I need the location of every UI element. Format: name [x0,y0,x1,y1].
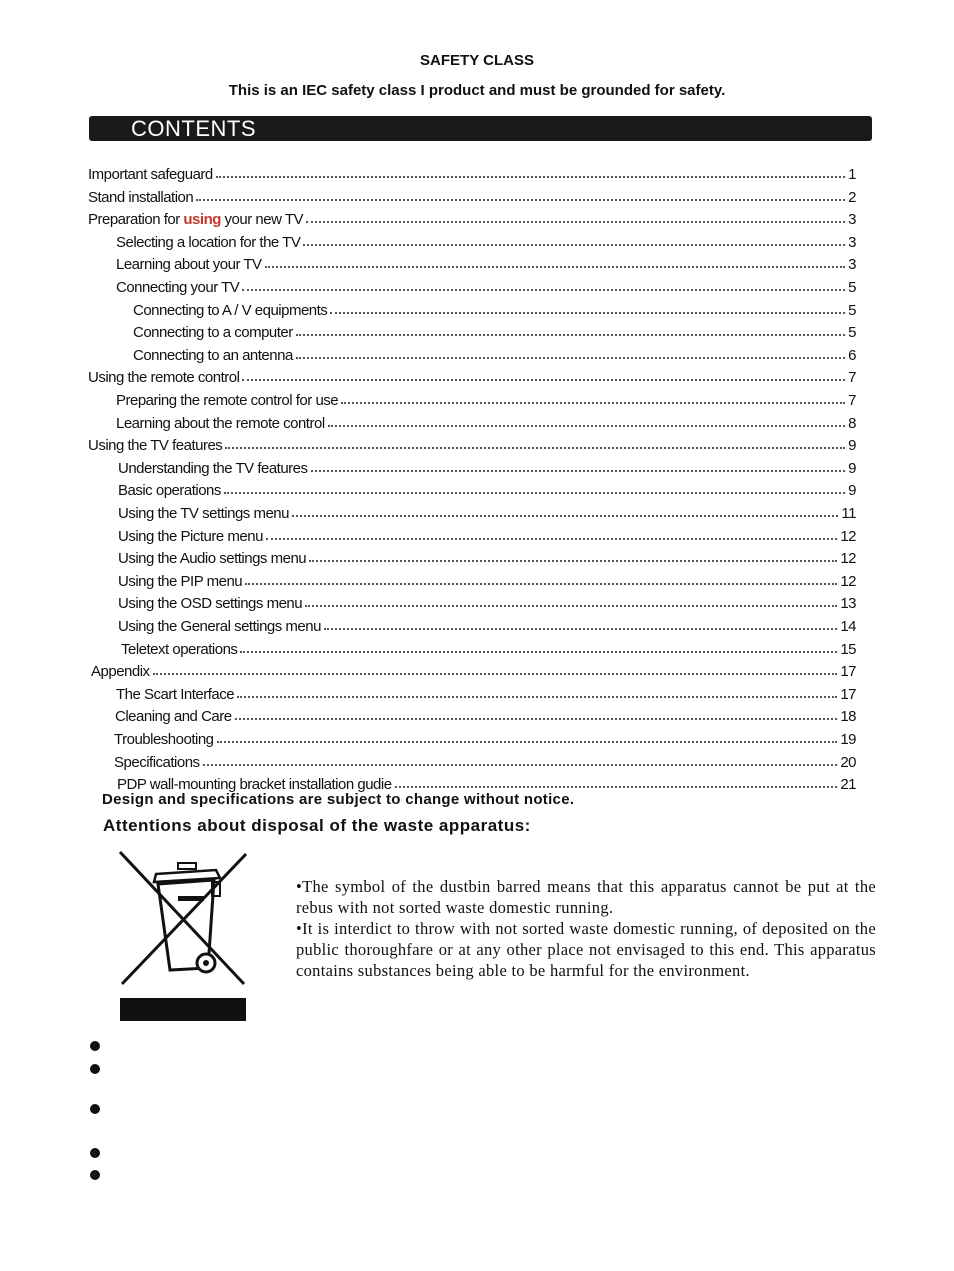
toc-entry-page: 9 [848,482,856,500]
toc-leader-dots [303,244,845,246]
toc-leader-dots [341,402,845,404]
toc-entry-page: 12 [840,550,856,568]
toc-entry-label: Appendix [91,663,150,681]
toc-entry [118,613,856,635]
toc-leader-dots [305,605,837,607]
toc-entry-label: Stand installation [88,188,194,206]
toc-entry-label: Using the remote control [88,369,240,387]
toc-entry-page: 9 [848,437,856,455]
toc-entry [91,658,856,680]
toc-entry-page: 13 [840,595,856,613]
toc-entry [114,726,856,748]
toc-entry-page: 7 [848,369,856,387]
waste-paragraph-2: •It is interdict to throw with not sorted waste domestic running, of deposited on the public thoroughfare or at any other place not envisaged to this end. This apparatus contains substances being able to be harmful for the environment. [296,919,876,980]
toc-entry-label: The Scart Interface [116,685,235,703]
toc-leader-dots [242,289,845,291]
toc-leader-dots [237,696,837,698]
bullet-icon [90,1064,100,1074]
toc-entry [133,342,856,364]
toc-entry [118,477,856,499]
toc-entry [88,161,856,183]
toc-leader-dots [216,176,845,178]
change-notice: Design and specifications are subject to change without notice. [102,791,575,808]
toc-entry [115,703,856,725]
bullet-icon [90,1148,100,1158]
bin-bar [120,998,246,1021]
toc-entry-label: Basic operations [118,482,221,500]
toc-leader-dots [306,221,845,223]
bullet-icon [90,1170,100,1180]
toc-entry-label: Preparing the remote control for use [116,392,339,409]
toc-entry [118,455,856,477]
toc-entry-page: 11 [841,505,856,522]
toc-entry-label: Preparation for using your new TV [88,211,303,229]
safety-title: SAFETY CLASS [420,52,534,69]
toc-entry-page: 17 [840,685,856,703]
toc-entry-label: PDP wall-mounting bracket installation gudie [117,776,392,794]
toc-entry-label: Understanding the TV features [118,459,308,477]
toc-leader-dots [235,718,838,720]
toc-entry [116,251,856,273]
toc-leader-dots [324,628,837,630]
waste-paragraph-1: •The symbol of the dustbin barred means that this apparatus cannot be put at the rebus with not sorted waste domestic running. [296,877,876,917]
toc-entry [118,590,856,612]
toc-entry-page: 8 [848,414,856,432]
toc-entry-label: Teletext operations [121,640,238,658]
safety-text: This is an IEC safety class I product and must be grounded for safety. [228,82,726,99]
contents-heading: CONTENTS [131,116,256,141]
toc-leader-dots [153,673,838,675]
toc-entry-page: 3 [848,211,856,229]
toc-entry-label: Using the TV features [88,437,223,455]
toc-entry-page: 21 [840,776,856,794]
toc-entry [116,681,856,703]
toc-entry [88,432,856,454]
toc-leader-dots [296,334,845,336]
toc-leader-dots [225,447,845,449]
bullet-icon [90,1104,100,1114]
toc-entry-page: 14 [840,618,856,635]
toc-leader-dots [203,764,838,766]
toc-entry-page: 6 [848,346,856,364]
toc-entry-page: 19 [840,731,856,748]
toc-leader-dots [224,492,845,494]
contents-header-bar [89,116,872,141]
toc-entry [118,568,856,590]
toc-entry-label: Troubleshooting [114,731,214,748]
toc-entry [116,387,856,409]
toc-entry-page: 17 [840,663,856,681]
toc-entry-page: 3 [848,256,856,274]
bullet-icon [90,1041,100,1051]
toc-entry-label: Using the Picture menu [118,527,263,545]
toc-entry-label: Learning about your TV [116,256,262,274]
toc-entry [117,771,856,793]
toc-entry-label: Using the General settings menu [118,618,321,635]
toc-leader-dots [240,651,837,653]
toc-leader-dots [266,538,837,540]
toc-leader-dots [311,470,846,472]
toc-entry [88,364,856,386]
toc-entry-page: 18 [840,708,856,726]
toc-entry-label: Using the TV settings menu [118,505,289,522]
toc-entry-page: 9 [848,459,856,477]
toc-leader-dots [217,741,838,743]
toc-entry-page: 3 [848,233,856,251]
toc-entry [88,184,856,206]
toc-entry-page: 2 [848,188,856,206]
toc-entry-page: 1 [848,166,856,183]
toc-entry [116,229,856,251]
toc-leader-dots [265,266,846,268]
toc-entry-label: Connecting your TV [116,279,240,296]
toc-leader-dots [296,357,845,359]
toc-entry [133,319,856,341]
toc-entry [88,206,856,228]
toc-entry-page: 7 [848,392,856,409]
toc-entry-label: Connecting to an antenna [133,346,293,364]
toc-entry-label: Using the PIP menu [118,572,243,590]
toc-entry [133,297,856,319]
toc-entry-label: Cleaning and Care [115,708,232,726]
toc-leader-dots [330,312,845,314]
toc-entry-page: 5 [848,301,856,319]
toc-entry [118,500,856,522]
toc-entry-label: Using the Audio settings menu [118,550,307,568]
toc-entry-page: 20 [840,753,856,771]
toc-entry-label: Learning about the remote control [116,414,325,432]
toc-leader-dots [395,786,838,788]
toc-leader-dots [196,199,845,201]
toc-entry-label: Specifications [114,753,200,771]
disposal-attention-title: Attentions about disposal of the waste apparatus: [103,816,531,835]
toc-leader-dots [245,583,837,585]
toc-leader-dots [309,560,837,562]
toc-entry-label: Selecting a location for the TV [116,233,301,251]
toc-entry [116,274,856,296]
toc-leader-dots [242,379,845,381]
toc-entry [121,636,856,658]
toc-entry-page: 12 [840,572,856,590]
toc-entry-label: Using the OSD settings menu [118,595,303,613]
toc-entry [114,749,856,771]
toc-leader-dots [328,425,846,427]
toc-entry [118,523,856,545]
toc-entry-page: 5 [848,279,856,296]
toc-leader-dots [292,515,838,517]
toc-entry [118,545,856,567]
toc-entry-label: Connecting to a computer [133,324,293,342]
toc-entry [116,410,856,432]
crossed-out-wheelie-bin-icon [116,848,250,1024]
toc-entry-page: 5 [848,324,856,342]
toc-entry-page: 12 [840,527,856,545]
toc-entry-label: Connecting to A / V equipments [133,301,328,319]
toc-entry-page: 15 [840,640,856,658]
toc-entry-label: Important safeguard [88,166,213,183]
